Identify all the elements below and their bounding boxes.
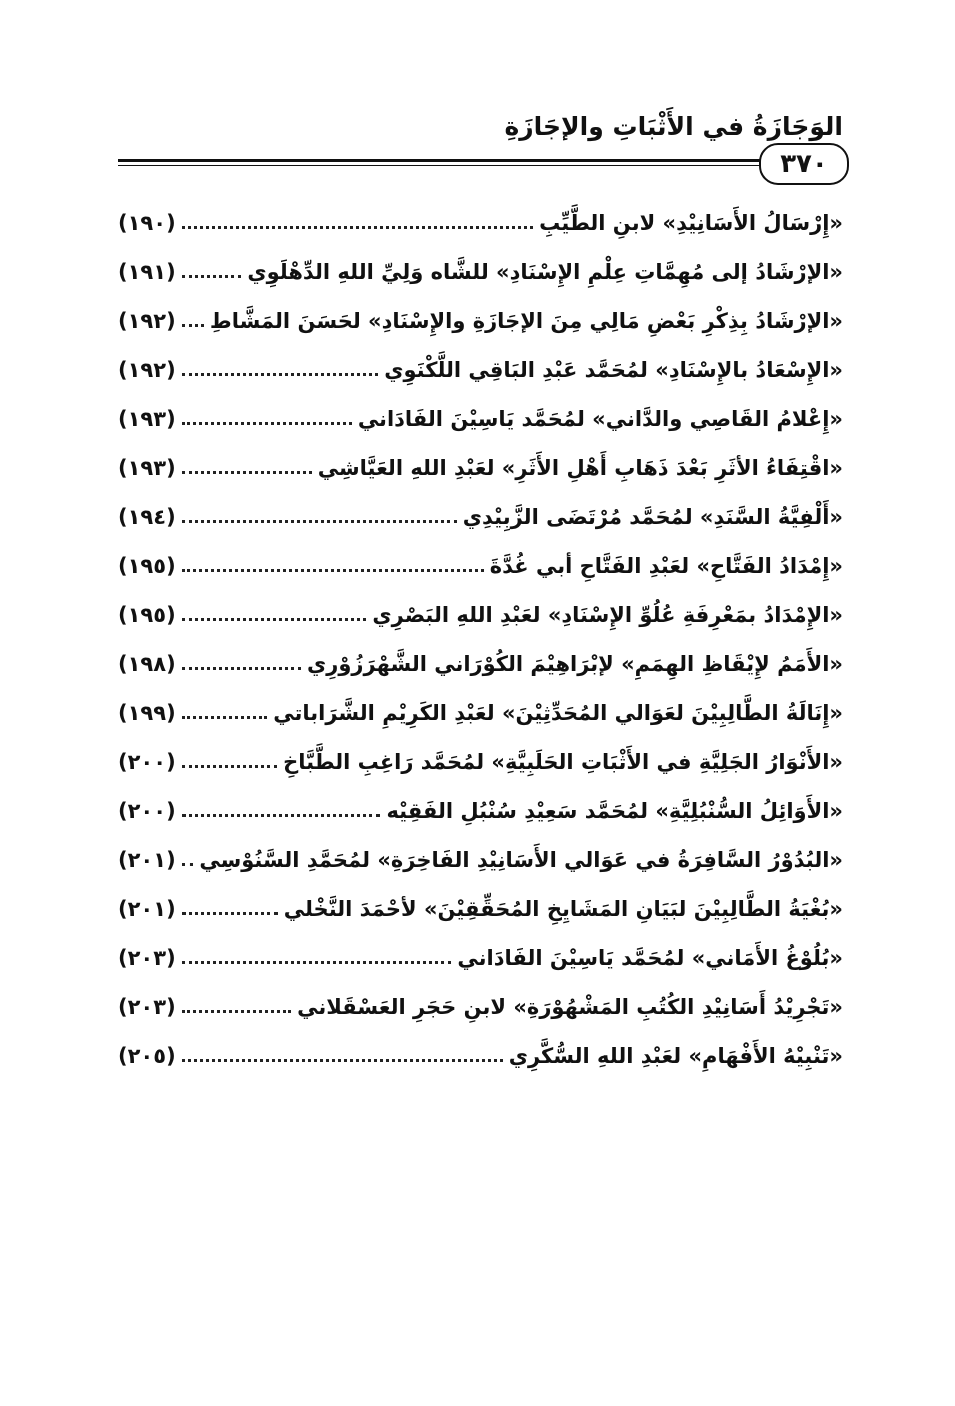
toc-entry-title: «الأَوَائِلُ السُّنْبُلِيَّةِ» لمُحَمَّد سَعِيْدِ سُنْبُلِ الفَقِيْه	[386, 798, 843, 823]
toc-entry-page: (٢٠٠)	[118, 798, 176, 823]
toc-entry-page: (١٩٤)	[118, 504, 176, 529]
toc-entry	[118, 1031, 843, 1080]
toc-entry-title: «بُلُوْغُ الأَمَاني» لمُحَمَّد يَاسِيْنَ الفَادَاني	[457, 945, 843, 970]
toc-entry	[118, 443, 843, 492]
toc-entry-title: «الأَنْوَارُ الجَلِيَّةِ في الأَثْبَاتِ الحَلَبِيَّةِ» لمُحَمَّد رَاغِبِ الطَّبَّاخِ	[283, 749, 843, 774]
dot-leader	[182, 265, 242, 278]
dot-leader	[182, 1049, 503, 1062]
toc-entry-title: «الإِمْدَادُ بمَعْرِفَةِ عُلُوِّ الإِسْنَادِ» لعَبْدِ اللهِ البَصْرِي	[372, 602, 843, 627]
toc-entry-page: (٢٠١)	[118, 896, 176, 921]
dot-leader	[182, 706, 268, 719]
toc-entry-page: (٢٠٥)	[118, 1043, 176, 1068]
toc-entry-page: (١٩٣)	[118, 455, 176, 480]
dot-leader	[182, 314, 204, 327]
dot-leader	[182, 461, 312, 474]
toc-entry-page: (١٩٣)	[118, 406, 176, 431]
toc-entry-title: «أَلْفِيَّةُ السَّنَدِ» لمُحَمَّد مُرْتَضَى الزَّبِيْدِي	[462, 504, 843, 529]
toc-entry-page: (٢٠١)	[118, 847, 176, 872]
toc-entry-title: «إِنَالَةُ الطَّالِبِيْنَ لعَوَالي المُحَدِّثِيْنَ» لعَبْدِ الكَرِيْمِ الشَّرَاباتي	[273, 700, 843, 725]
dot-leader	[182, 412, 352, 425]
toc-entry-title: «إِمْدَادُ الفَتَّاحِ» لعَبْدِ الفَتَّاحِ أبي غُدَّةَ	[489, 553, 843, 578]
header-rule	[118, 149, 843, 179]
toc-entry	[118, 933, 843, 982]
toc-entry	[118, 884, 843, 933]
toc-entry-title: «اقْتِفَاءُ الأثَرِ بَعْدَ ذَهَابِ أَهْلِ الأَثَرِ» لعَبْدِ اللهِ العَيَّاشِي	[317, 455, 843, 480]
toc-entry-title: «بُغْيَةُ الطَّالِبِيْنَ لبَيَانِ المَشَايِخِ المُحَقِّقِيْنَ» لأحْمَدَ النَّخْلي	[283, 896, 843, 921]
toc-entry-page: (٢٠٣)	[118, 945, 176, 970]
toc-entry	[118, 688, 843, 737]
header-rule-thick	[118, 159, 843, 162]
toc-entry-page: (١٩٢)	[118, 308, 176, 333]
dot-leader	[182, 755, 277, 768]
toc-entry	[118, 492, 843, 541]
dot-leader	[182, 608, 367, 621]
dot-leader	[182, 1000, 292, 1013]
toc-entry-page: (١٩٠)	[118, 210, 176, 235]
toc-entry-title: «تَنْبِيْهُ الأَفْهَامِ» لعَبْدِ اللهِ السُّكَّرِي	[508, 1043, 843, 1068]
toc-entry	[118, 198, 843, 247]
toc-entry-page: (١٩٥)	[118, 553, 176, 578]
dot-leader	[182, 951, 452, 964]
toc-entry-page: (٢٠٠)	[118, 749, 176, 774]
toc-entry-page: (١٩٨)	[118, 651, 176, 676]
toc-entry	[118, 247, 843, 296]
dot-leader	[182, 363, 379, 376]
dot-leader	[182, 902, 278, 915]
toc-entry	[118, 541, 843, 590]
toc-entry-title: «إِرْسَالُ الأَسَانِيْدِ» لابنِ الطَّيِّبِ	[539, 210, 843, 235]
toc-entry-page: (١٩٩)	[118, 700, 176, 725]
dot-leader	[182, 657, 301, 670]
dot-leader	[182, 804, 381, 817]
dot-leader	[182, 216, 533, 229]
toc-list	[118, 198, 843, 1080]
running-title: الوَجَازَةُ في الأَثْبَاتِ والإجَازَةِ	[504, 112, 843, 141]
toc-entry	[118, 590, 843, 639]
header-rule-thin	[118, 165, 843, 166]
toc-entry-title: «البُدُوْرُ السَّافِرَةُ في عَوَالي الأَسَانِيْدِ الفَاخِرَةِ» لمُحَمَّدِ السَّنُوْسِي	[199, 847, 843, 872]
dot-leader	[182, 510, 457, 523]
toc-entry-page: (٢٠٣)	[118, 994, 176, 1019]
dot-leader	[182, 853, 194, 866]
toc-entry-title: «الأَمَمُ لإِيْقَاظِ الهِمَمِ» لإبْرَاهِيْمَ الكُوْرَاني الشَّهْرَزُوْرِي	[307, 651, 843, 676]
toc-entry	[118, 296, 843, 345]
dot-leader	[182, 559, 484, 572]
toc-entry	[118, 639, 843, 688]
toc-entry-title: «الإِسْعَادُ بالإِسْنَادِ» لمُحَمَّد عَبْدِ البَاقِي اللَّكْنَوِي	[384, 357, 843, 382]
toc-entry	[118, 835, 843, 884]
toc-entry-page: (١٩٥)	[118, 602, 176, 627]
toc-entry-title: «تَجْرِيْدُ أَسَانِيْدِ الكُتُبِ المَشْهُوْرَةِ» لابنِ حَجَرِ العَسْقَلاني	[297, 994, 843, 1019]
toc-entry	[118, 737, 843, 786]
toc-entry	[118, 786, 843, 835]
toc-entry	[118, 394, 843, 443]
toc-entry-title: «الإرْشَادُ بِذِكْرِ بَعْضِ مَالِي مِنَ الإجَازَةِ والإِسْنَادِ» لحَسَنَ المَشَّاطِ	[209, 308, 843, 333]
toc-entry-page: (١٩١)	[118, 259, 176, 284]
toc-entry	[118, 345, 843, 394]
page-number: ٣٧٠	[759, 143, 849, 185]
toc-entry-title: «الإرْشَادُ إلى مُهِمَّاتِ عِلْمِ الإِسْنَادِ» للشَّاه وَلِيِّ اللهِ الدِّهْلَوِي	[247, 259, 843, 284]
toc-entry-page: (١٩٢)	[118, 357, 176, 382]
toc-entry	[118, 982, 843, 1031]
toc-entry-title: «إِعْلامُ القَاصِي والدَّاني» لمُحَمَّد يَاسِيْنَ الفَادَاني	[357, 406, 843, 431]
